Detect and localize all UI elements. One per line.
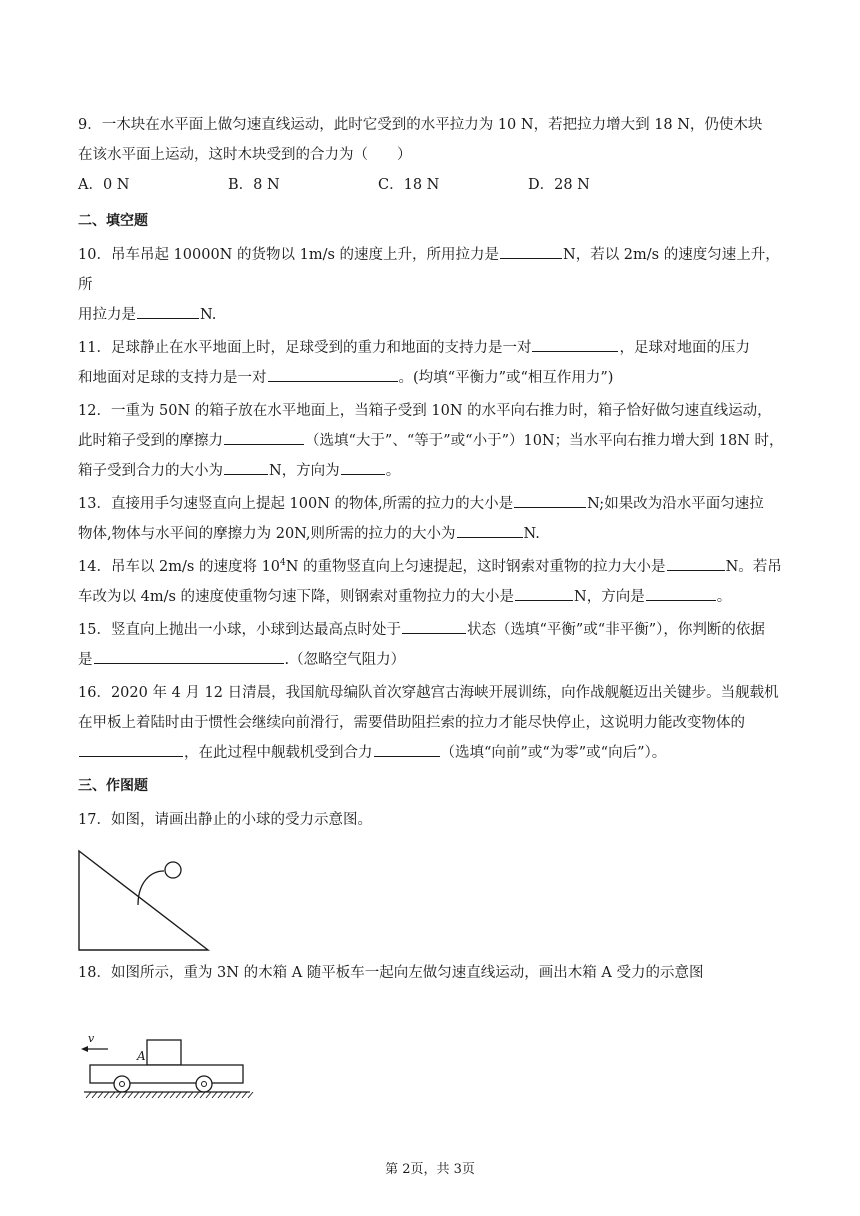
q14-text-f: 。 [716, 589, 732, 605]
q9-option-c[interactable]: C．18 N [378, 177, 440, 193]
q12-text-d: 箱子受到合力的大小为 [78, 463, 223, 479]
q10-text-b: N，若以 2m/s 的速度匀速上升，所 [78, 247, 780, 293]
q15-blank-1[interactable] [402, 616, 466, 634]
velocity-arrow-icon [81, 1046, 88, 1052]
hatch-mark [98, 1092, 103, 1098]
incline-triangle [79, 851, 208, 950]
q15-line1 [78, 615, 784, 645]
q15-line2 [78, 645, 784, 675]
q14-blank-2[interactable] [515, 583, 573, 601]
q16-text-c: ，在此过程中舰载机受到合力 [184, 745, 373, 761]
q11-blank-2[interactable] [268, 364, 398, 382]
hatch-mark [194, 1092, 199, 1098]
q13-text-b: N;如果改为沿水平面匀速拉 [587, 496, 764, 512]
q12-text-c: （选填“大于”、“等于”或“小于”）10N；当水平向右推力增大到 18N 时， [305, 433, 784, 449]
question-15 [78, 615, 784, 675]
section-heading-fill-in: 二、填空题 [78, 213, 148, 229]
question-9 [78, 110, 784, 200]
hatch-mark [128, 1092, 133, 1098]
q15-text-a: 15．竖直向上抛出一小球，小球到达最高点时处于 [78, 622, 401, 638]
ground-hatching [86, 1092, 253, 1098]
q14-line2 [78, 582, 784, 612]
hatch-mark [242, 1092, 247, 1098]
q10-text-d: N. [200, 307, 217, 323]
q14-text-b: N 的重物竖直向上匀速提起，这时钢索对重物的拉力大小是 [285, 559, 666, 575]
q16-text-d: （选填“向前”或“为零”或“向后”）。 [440, 745, 667, 761]
q15-text-d: .（忽略空气阻力） [284, 652, 406, 668]
q15-text-b: 状态（选填“平衡”或“非平衡”），你判断的依据 [466, 622, 765, 638]
q11-text-c: 和地面对足球的支持力是一对 [78, 370, 267, 386]
q10-text-c: 用拉力是 [78, 307, 136, 323]
q16-blank-2[interactable] [374, 739, 440, 757]
q11-text-a: 11．足球静止在水平地面上时，足球受到的重力和地面的支持力是一对 [78, 340, 532, 356]
q17-text: 17．如图，请画出静止的小球的受力示意图。 [78, 812, 372, 828]
q10-text-a: 10．吊车吊起 10000N 的货物以 1m/s 的速度上升，所用拉力是 [78, 247, 500, 263]
incline-ball-diagram [78, 845, 238, 955]
q12-blank-3[interactable] [341, 457, 385, 475]
q11-text-b: ，足球对地面的压力 [619, 340, 750, 356]
hatch-mark [140, 1092, 145, 1098]
question-14 [78, 552, 784, 612]
q9-line2: 在该水平面上运动，这时木块受到的合力为（ ） [78, 147, 412, 163]
q18-text: 18．如图所示，重为 3N 的木箱 A 随平板车一起向左做匀速直线运动，画出木箱 A 受力的示意图 [78, 965, 704, 981]
hatch-mark [116, 1092, 121, 1098]
page-footer: 第 2页，共 3页 [385, 1162, 475, 1177]
q12-blank-1[interactable] [224, 427, 304, 445]
hatch-mark [182, 1092, 187, 1098]
question-16 [78, 678, 784, 768]
hatch-mark [248, 1092, 253, 1098]
q12-text-f: 。 [385, 463, 401, 479]
hatch-mark [152, 1092, 157, 1098]
q12-line2 [78, 426, 784, 456]
q11-text-d: 。(均填“平衡力”或“相互作用力”) [398, 370, 614, 386]
q16-line1: 16．2020 年 4 月 12 日清晨，我国航母编队首次穿越宫古海峡开展训练，向作战舰艇迈出关键步。当舰载机 [78, 685, 779, 701]
hatch-mark [158, 1092, 163, 1098]
left-wheel-hub [120, 1082, 125, 1087]
q10-blank-2[interactable] [137, 301, 199, 319]
q11-line1 [78, 333, 784, 363]
q9-option-b[interactable]: B．8 N [228, 177, 280, 193]
cart-box-diagram [78, 1028, 258, 1108]
question-12 [78, 396, 784, 486]
hatch-mark [206, 1092, 211, 1098]
q13-text-c: 物体,物体与水平间的摩擦力为 20N,则所需的拉力的大小为 [78, 526, 456, 542]
hatch-mark [146, 1092, 151, 1098]
q14-text-a: 14．吊车以 2m/s 的速度将 10 [78, 559, 281, 575]
q12-text-b: 此时箱子受到的摩擦力 [78, 433, 223, 449]
q13-text-a: 13．直接用手匀速竖直向上提起 100N 的物体,所需的拉力的大小是 [78, 496, 514, 512]
ball-icon [165, 862, 181, 878]
velocity-label: v [88, 1032, 95, 1045]
question-10 [78, 240, 784, 330]
q13-line1 [78, 489, 784, 519]
question-18 [78, 958, 784, 1108]
q9-option-a[interactable]: A．0 N [78, 177, 130, 193]
q16-line3 [78, 738, 784, 768]
box-label: A [137, 1049, 146, 1063]
q15-text-c: 是 [78, 652, 93, 668]
q15-blank-2[interactable] [94, 646, 284, 664]
flatbed-cart [90, 1065, 243, 1083]
hatch-mark [104, 1092, 109, 1098]
hatch-mark [200, 1092, 205, 1098]
hatch-mark [110, 1092, 115, 1098]
question-17 [78, 805, 784, 955]
hatch-mark [92, 1092, 97, 1098]
q14-text-d: 车改为以 4m/s 的速度使重物匀速下降，则钢索对重物拉力的大小是 [78, 589, 515, 605]
q14-text-e: N，方向是 [574, 589, 645, 605]
hatch-mark [230, 1092, 235, 1098]
hatch-mark [218, 1092, 223, 1098]
question-13 [78, 489, 784, 549]
q13-text-d: N. [523, 526, 540, 542]
q12-line1: 12．一重为 50N 的箱子放在水平地面上，当箱子受到 10N 的水平向右推力时，箱子恰好做匀速直线运动， [78, 403, 772, 419]
wooden-box-a [147, 1040, 181, 1065]
hatch-mark [170, 1092, 175, 1098]
right-wheel-hub [202, 1082, 207, 1087]
q11-blank-1[interactable] [532, 334, 618, 352]
q13-blank-2[interactable] [457, 520, 523, 538]
hatch-mark [212, 1092, 217, 1098]
question-11 [78, 333, 784, 393]
q13-blank-1[interactable] [514, 490, 586, 508]
q14-blank-3[interactable] [646, 583, 716, 601]
q18-figure [78, 1028, 784, 1108]
hatch-mark [164, 1092, 169, 1098]
q12-text-e: N，方向为 [269, 463, 340, 479]
hatch-mark [224, 1092, 229, 1098]
q17-figure [78, 845, 784, 955]
q10-blank-1[interactable] [500, 241, 562, 259]
q9-options [78, 170, 784, 200]
page-body [78, 110, 784, 1111]
q14-exponent: 4 [280, 558, 286, 569]
q9-line1: 9．一木块在水平面上做匀速直线运动，此时它受到的水平拉力为 10 N，若把拉力增大到 18 N，仍使木块 [78, 117, 763, 133]
q12-blank-2[interactable] [224, 457, 268, 475]
q16-blank-1[interactable] [79, 739, 183, 757]
q16-line2: 在甲板上着陆时由于惯性会继续向前滑行，需要借助阻拦索的拉力才能尽快停止，这说明力能改变物体的 [78, 715, 745, 731]
hatch-mark [176, 1092, 181, 1098]
q12-line3 [78, 456, 784, 486]
q14-blank-1[interactable] [667, 553, 725, 571]
q10-line2 [78, 300, 784, 330]
q10-line1 [78, 240, 784, 300]
q14-line1 [78, 552, 784, 582]
hatch-mark [236, 1092, 241, 1098]
q14-text-c: N。若吊 [725, 559, 782, 575]
hatch-mark [188, 1092, 193, 1098]
q9-option-d[interactable]: D．28 N [528, 177, 590, 193]
hatch-mark [134, 1092, 139, 1098]
section-heading-drawing: 三、作图题 [78, 778, 148, 794]
q13-line2 [78, 519, 784, 549]
hatch-mark [86, 1092, 91, 1098]
q11-line2 [78, 363, 784, 393]
hatch-mark [122, 1092, 127, 1098]
